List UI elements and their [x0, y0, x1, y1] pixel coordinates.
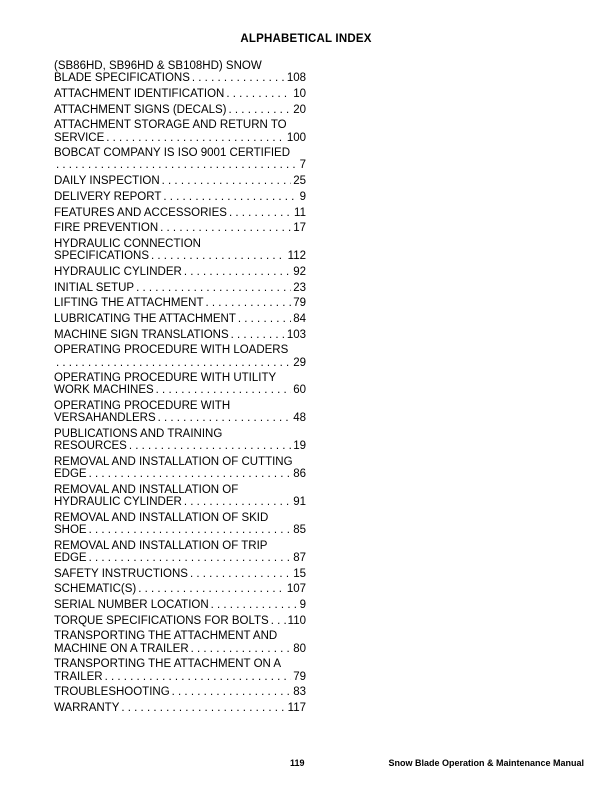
index-entry-page: 10: [293, 87, 306, 100]
index-entry-text: OPERATING PROCEDURE WITH LOADERS: [54, 344, 289, 357]
index-entry-text: BOBCAT COMPANY IS ISO 9001 CERTIFIED: [54, 147, 291, 160]
index-entry-text: ATTACHMENT IDENTIFICATION: [54, 87, 225, 100]
index-entry-page: 23: [293, 281, 306, 294]
index-entry-text: FIRE PREVENTION: [54, 222, 159, 235]
index-entry: [54, 658, 306, 682]
index-entry-page: 29: [293, 356, 306, 369]
index-entry: [54, 191, 306, 203]
index-entry-text: INITIAL SETUP: [54, 281, 135, 294]
alphabetical-index-list: [54, 60, 306, 718]
dot-leader: [89, 468, 292, 480]
page-title: ALPHABETICAL INDEX: [240, 33, 372, 45]
index-entry: [54, 583, 306, 595]
index-entry-page: 83: [293, 686, 306, 699]
index-entry-text: BLADE SPECIFICATIONS: [54, 72, 190, 85]
dot-leader: [121, 702, 285, 714]
dot-leader: [162, 175, 292, 187]
index-entry: [54, 400, 306, 424]
index-entry-page: 92: [293, 265, 306, 278]
index-entry: [54, 344, 306, 368]
index-entry-text: OPERATING PROCEDURE WITH UTILITY: [54, 372, 277, 385]
index-entry-page: 9: [299, 190, 306, 203]
index-entry-text: OPERATING PROCEDURE WITH: [54, 400, 231, 413]
index-entry-page: 107: [286, 583, 306, 596]
index-entry-text: MACHINE SIGN TRANSLATIONS: [54, 328, 229, 341]
dot-leader: [151, 250, 286, 262]
index-entry: [54, 456, 306, 480]
index-entry-text: SAFETY INSTRUCTIONS: [54, 567, 188, 580]
index-entry: [54, 630, 306, 654]
dot-leader: [89, 552, 292, 564]
index-entry: [54, 266, 306, 278]
index-entry-page: 112: [287, 250, 306, 263]
footer-page-number: 119: [290, 758, 305, 768]
index-entry: [54, 88, 306, 100]
dot-leader: [56, 357, 291, 369]
index-entry-page: 86: [293, 468, 306, 481]
index-entry-page: 100: [286, 131, 306, 144]
index-entry-page: 84: [293, 312, 306, 325]
index-entry-page: 80: [293, 642, 306, 655]
index-entry-text: REMOVAL AND INSTALLATION OF SKID: [54, 511, 269, 524]
dot-leader: [271, 615, 286, 627]
index-entry-text: HYDRAULIC CYLINDER: [54, 496, 182, 509]
index-entry-text: EDGE: [54, 551, 87, 564]
index-entry-text: LIFTING THE ATTACHMENT: [54, 297, 204, 310]
footer-manual-title: Snow Blade Operation & Maintenance Manual: [388, 758, 584, 768]
index-entry: [54, 599, 306, 611]
index-entry-text: MACHINE ON A TRAILER: [54, 642, 189, 655]
dot-leader: [138, 583, 285, 595]
index-entry: [54, 104, 306, 116]
dot-leader: [105, 671, 292, 683]
index-entry-text: TRAILER: [54, 670, 103, 683]
index-entry-text: SERVICE: [54, 131, 105, 144]
index-entry: [54, 702, 306, 714]
index-entry-text: TORQUE SPECIFICATIONS FOR BOLTS: [54, 614, 269, 627]
dot-leader: [238, 313, 291, 325]
index-entry-page: 25: [293, 175, 306, 188]
dot-leader: [206, 297, 292, 309]
dot-leader: [184, 496, 291, 508]
index-entry: [54, 147, 306, 171]
index-entry-text: WARRANTY: [54, 701, 120, 714]
index-entry-page: 11: [294, 206, 306, 219]
index-entry-text: TROUBLESHOOTING: [54, 686, 170, 699]
index-entry-text: REMOVAL AND INSTALLATION OF TRIP: [54, 539, 268, 552]
index-entry-page: 110: [287, 614, 306, 627]
index-entry: [54, 297, 306, 309]
dot-leader: [172, 686, 292, 698]
dot-leader: [129, 440, 291, 452]
index-entry: [54, 119, 306, 143]
index-entry-text: (SB86HD, SB96HD & SB108HD) SNOW: [54, 60, 262, 72]
index-entry: [54, 615, 306, 627]
index-entry: [54, 175, 306, 187]
index-entry: [54, 329, 306, 341]
index-entry-text: PUBLICATIONS AND TRAINING: [54, 428, 223, 441]
dot-leader: [89, 524, 292, 536]
index-entry-page: 20: [293, 103, 306, 116]
index-entry-page: 17: [293, 222, 306, 235]
dot-leader: [156, 384, 292, 396]
index-entry-text: HYDRAULIC CYLINDER: [54, 265, 182, 278]
index-entry: [54, 568, 306, 580]
index-entry-text: SPECIFICATIONS: [54, 250, 149, 263]
index-entry: [54, 512, 306, 536]
index-entry: [54, 282, 306, 294]
dot-leader: [229, 104, 292, 116]
index-entry-text: HYDRAULIC CONNECTION: [54, 237, 201, 250]
index-entry-text: TRANSPORTING THE ATTACHMENT AND: [54, 630, 278, 643]
index-entry-text: RESOURCES: [54, 440, 127, 453]
index-entry-text: LUBRICATING THE ATTACHMENT: [54, 312, 236, 325]
index-entry: [54, 222, 306, 234]
dot-leader: [106, 132, 285, 144]
index-entry-page: 9: [299, 599, 306, 612]
index-entry-page: 87: [293, 551, 306, 564]
index-entry-page: 19: [293, 440, 306, 453]
dot-leader: [136, 282, 291, 294]
index-entry-text: SCHEMATIC(S): [54, 583, 137, 596]
index-entry-page: 91: [293, 496, 306, 509]
index-entry: [54, 207, 306, 219]
dot-leader: [191, 643, 292, 655]
index-entry-text: VERSAHANDLERS: [54, 412, 156, 425]
index-entry-text: ATTACHMENT SIGNS (DECALS): [54, 103, 227, 116]
index-entry-page: 103: [286, 328, 306, 341]
index-entry-text: DAILY INSPECTION: [54, 175, 160, 188]
dot-leader: [211, 599, 298, 611]
index-entry: [54, 540, 306, 564]
index-entry-text: WORK MACHINES: [54, 384, 154, 397]
index-entry: [54, 372, 306, 396]
index-entry-text: REMOVAL AND INSTALLATION OF: [54, 483, 239, 496]
index-entry-text: DELIVERY REPORT: [54, 190, 162, 203]
index-entry: [54, 313, 306, 325]
index-entry-text: TRANSPORTING THE ATTACHMENT ON A: [54, 658, 282, 671]
index-entry-text: SHOE: [54, 524, 87, 536]
dot-leader: [163, 191, 297, 203]
index-entry-page: 60: [293, 384, 306, 397]
index-entry-text: SERIAL NUMBER LOCATION: [54, 599, 209, 612]
index-entry: [54, 238, 306, 262]
index-entry: [54, 428, 306, 452]
dot-leader: [160, 222, 291, 234]
index-entry-page: 79: [293, 670, 306, 683]
index-entry-page: 7: [299, 159, 306, 172]
dot-leader: [231, 329, 285, 341]
dot-leader: [192, 72, 285, 84]
index-entry: [54, 686, 306, 698]
dot-leader: [190, 568, 291, 580]
index-entry-page: 15: [293, 567, 306, 580]
index-entry-page: 108: [286, 72, 306, 85]
dot-leader: [158, 412, 292, 424]
index-entry-page: 85: [293, 524, 306, 536]
dot-leader: [56, 159, 298, 171]
dot-leader: [229, 207, 292, 219]
dot-leader: [184, 266, 291, 278]
index-entry-text: EDGE: [54, 468, 87, 481]
index-entry-text: FEATURES AND ACCESSORIES: [54, 206, 227, 219]
index-entry: [54, 60, 306, 84]
index-entry: [54, 484, 306, 508]
index-entry-page: 117: [287, 701, 306, 714]
index-entry-text: REMOVAL AND INSTALLATION OF CUTTING: [54, 455, 293, 468]
index-entry-text: ATTACHMENT STORAGE AND RETURN TO: [54, 119, 287, 132]
dot-leader: [226, 88, 291, 100]
index-entry-page: 79: [293, 297, 306, 310]
index-entry-page: 48: [293, 412, 306, 425]
